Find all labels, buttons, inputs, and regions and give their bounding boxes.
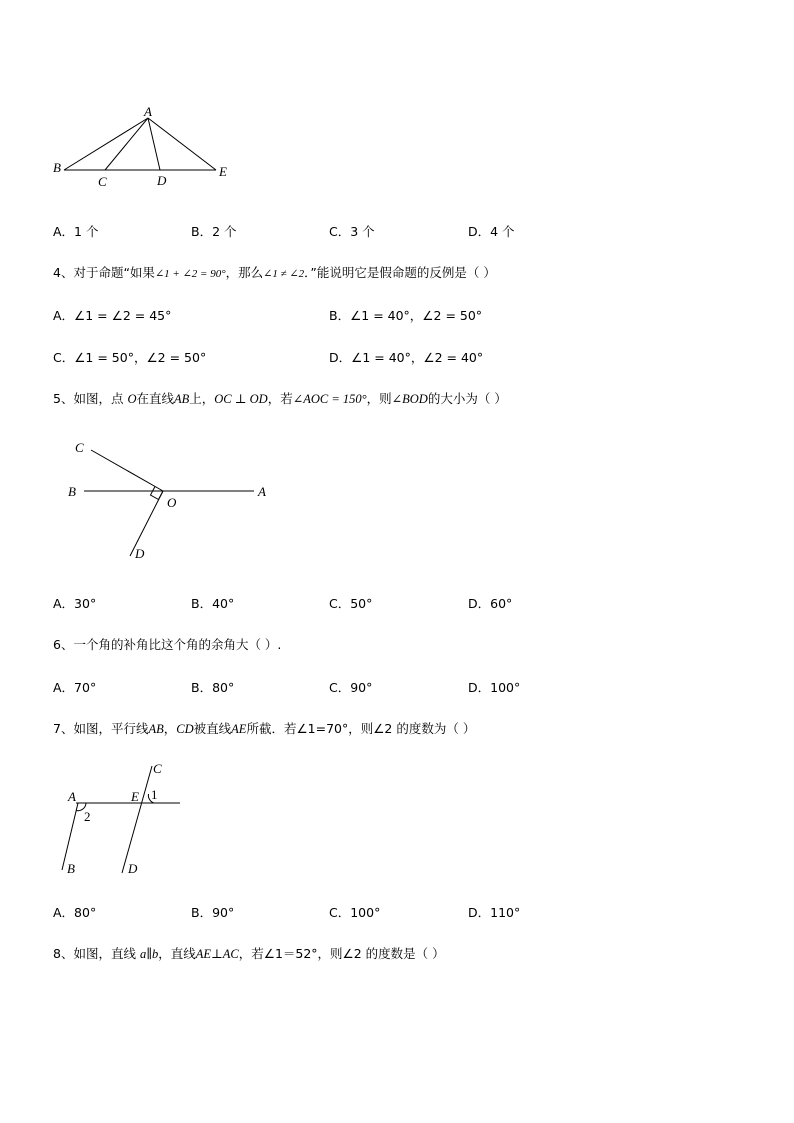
q5-option-d[interactable]: D．60° [468,596,513,611]
q5-option-a[interactable]: A．30° [53,596,97,611]
q7-line-cd: CD [176,722,194,736]
q4-option-c[interactable]: C．∠1 = 50°，∠2 = 50° [53,350,207,365]
label-e: E [219,164,227,179]
q5-stem-2: 上， [189,391,215,406]
q6-option-b[interactable]: B．80° [191,680,235,695]
q5-angle-bod: ∠BOD [391,392,428,406]
q8-a-parallel-b: a∥b [139,947,159,961]
q7-comma: ， [163,721,177,736]
label-a: A [144,104,152,119]
q7-option-c[interactable]: C．100° [329,905,381,920]
label-e: E [131,789,139,804]
label-o: O [167,495,177,510]
label-angle-1: 1 [151,787,158,802]
q7-option-d[interactable]: D．110° [468,905,521,920]
line-cd [122,766,152,873]
label-a: A [68,789,76,804]
q6-option-c[interactable]: C．90° [329,680,373,695]
q7-stem-pre: 7、如图，平行线 [53,721,149,736]
q5-line-ab: AB [173,392,190,406]
q4-option-b[interactable]: B．∠1 = 40°，∠2 = 50° [329,308,483,323]
label-b: B [53,160,61,175]
q7-stem-1: 被直线 [193,721,232,736]
q5-point-o: O [127,392,137,406]
q5-stem-pre: 5、如图，点 [53,391,128,406]
q8-stem [53,944,445,962]
label-angle-2: 2 [84,809,91,824]
label-b: B [67,861,75,876]
q4-stem-math: ∠1 + ∠2 = 90° [154,268,226,280]
q4-option-a[interactable]: A．∠1 = ∠2 = 45° [53,308,172,323]
q5-stem-3: ，若 [267,391,293,406]
q7-stem-2: 所截．若∠1=70°，则∠2 的度数为（ ） [246,721,476,736]
label-b: B [68,484,76,499]
q4-option-d[interactable]: D．∠1 = 40°，∠2 = 40° [329,350,484,365]
q7-option-a[interactable]: A．80° [53,905,97,920]
q6-stem: 6、一个角的补角比这个角的余角大（ ）. [53,637,282,652]
q3-option-b[interactable]: B．2 个 [191,224,237,239]
q5-stem-4: ，则 [366,391,392,406]
q7-line-ae: AE [231,722,247,736]
q8-stem-pre: 8、如图，直线 [53,946,140,961]
q7-option-b[interactable]: B．90° [191,905,235,920]
q5-stem-1: 在直线 [136,391,174,406]
q5-oc-perp-od: OC ⊥ OD [214,392,268,406]
q4-stem-post: ．”能说明它是假命题的反例是（ ） [304,265,496,280]
label-a: A [258,484,266,499]
label-d: D [157,173,167,188]
q3-option-c[interactable]: C．3 个 [329,224,375,239]
q5-angle-aoc: ∠AOC = 150° [292,392,367,406]
label-c: C [98,174,107,189]
q5-option-c[interactable]: C．50° [329,596,373,611]
label-c: C [75,440,84,455]
q6-option-d[interactable]: D．100° [468,680,521,695]
q5-stem-5: 的大小为（ ） [427,391,507,406]
q4-stem-mid: ，那么 [225,265,264,280]
q3-option-a[interactable]: A．1 个 [53,224,99,239]
q4-stem-pre: 4、对于命题“如果 [53,265,155,280]
q5-option-b[interactable]: B．40° [191,596,235,611]
label-d: D [135,546,145,561]
q6-option-a[interactable]: A．70° [53,680,97,695]
q4-stem-math2: ∠1 ≠ ∠2 [263,268,305,280]
line-ab [62,803,78,870]
q8-ae-perp-ac: AE⊥AC [195,947,239,961]
q8-stem-1: ，直线 [158,946,196,961]
q7-line-ab: AB [148,722,164,736]
q8-stem-2: ，若∠1＝52°，则∠2 的度数是（ ） [238,946,445,961]
q3-option-d[interactable]: D．4 个 [468,224,515,239]
label-d: D [128,861,138,876]
label-c: C [153,761,162,776]
